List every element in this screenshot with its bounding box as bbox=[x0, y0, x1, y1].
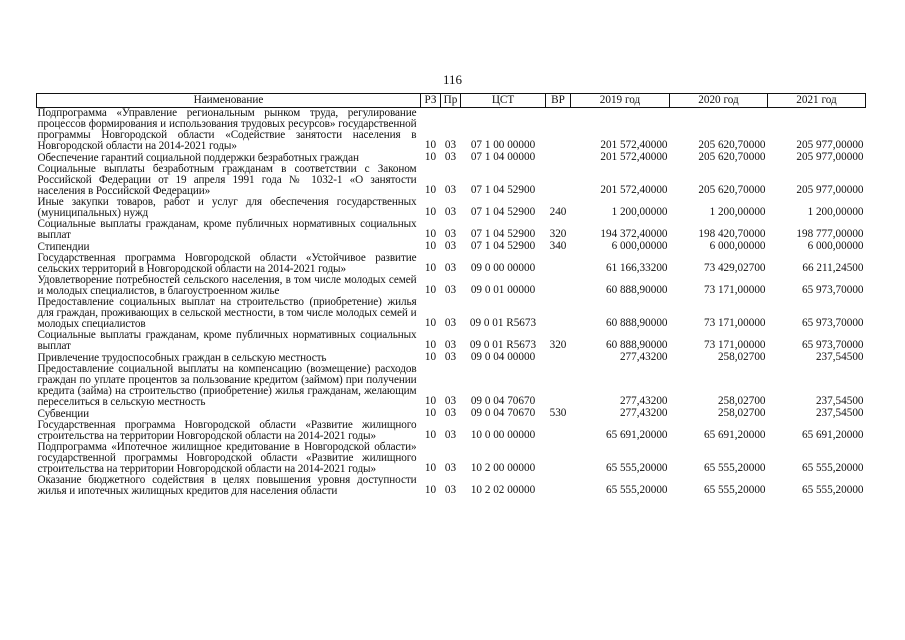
header-cst: ЦСТ bbox=[461, 94, 546, 108]
row-pr: 03 bbox=[444, 284, 457, 296]
table-row bbox=[37, 108, 866, 153]
row-rz: 10 bbox=[424, 339, 437, 351]
row-vr bbox=[546, 442, 571, 475]
row-2019: 65 555,20000 bbox=[605, 462, 668, 474]
row-cst: 10 2 02 00000 bbox=[470, 484, 536, 496]
header-pr: Пр bbox=[441, 94, 461, 108]
row-2019: 6 000,00000 bbox=[611, 240, 668, 252]
row-2020: 258,02700 bbox=[717, 351, 766, 363]
row-2019: 60 888,90000 bbox=[605, 317, 668, 329]
row-rz: 10 bbox=[424, 407, 437, 419]
row-name: Подпрограмма «Ипотечное жилищное кредитование в Новгородской области» государственной программы Новгородской области «Развитие жилищного строительства на территории Новгородской области на 2014-2021 годы» bbox=[37, 441, 417, 475]
row-2020: 65 691,20000 bbox=[703, 429, 766, 441]
row-rz: 10 bbox=[424, 151, 437, 163]
row-vr: 320 bbox=[549, 339, 567, 351]
row-vr: 340 bbox=[549, 240, 567, 252]
row-2019: 277,43200 bbox=[619, 351, 668, 363]
row-2020: 73 171,00000 bbox=[703, 317, 766, 329]
row-2021: 65 555,20000 bbox=[801, 462, 864, 474]
table-row bbox=[37, 275, 866, 297]
row-cst: 07 1 04 52900 bbox=[470, 240, 536, 252]
row-name: Предоставление социальных выплат на строительство (приобретение) жилья для граждан, проживающих в сельской местности, в том числе молодых семей и молодых специалистов bbox=[37, 296, 417, 330]
row-rz: 10 bbox=[424, 351, 437, 363]
header-name: Наименование bbox=[37, 94, 421, 108]
row-cst: 09 0 01 00000 bbox=[470, 284, 536, 296]
row-vr bbox=[546, 352, 571, 364]
table-row bbox=[37, 420, 866, 442]
table-row bbox=[37, 197, 866, 219]
row-rz: 10 bbox=[424, 184, 437, 196]
row-vr bbox=[546, 108, 571, 153]
row-2021: 237,54500 bbox=[815, 351, 864, 363]
row-pr: 03 bbox=[444, 462, 457, 474]
row-rz: 10 bbox=[424, 139, 437, 151]
row-rz: 10 bbox=[424, 462, 437, 474]
header-rz: РЗ bbox=[421, 94, 441, 108]
row-vr bbox=[546, 253, 571, 275]
row-pr: 03 bbox=[444, 240, 457, 252]
table-row bbox=[37, 164, 866, 197]
row-2019: 201 572,40000 bbox=[600, 184, 668, 196]
row-rz: 10 bbox=[424, 206, 437, 218]
row-cst: 09 0 04 00000 bbox=[470, 351, 536, 363]
row-pr: 03 bbox=[444, 262, 457, 274]
budget-table bbox=[36, 93, 866, 497]
row-2019: 201 572,40000 bbox=[600, 139, 668, 151]
row-name: Удовлетворение потребностей сельского населения, в том числе молодых семей и молодых специалистов, в благоустроенном жилье bbox=[37, 274, 417, 297]
row-pr: 03 bbox=[444, 395, 457, 407]
row-2021: 6 000,00000 bbox=[807, 240, 864, 252]
row-rz: 10 bbox=[424, 484, 437, 496]
table-row bbox=[37, 442, 866, 475]
row-2021: 65 973,70000 bbox=[801, 339, 864, 351]
row-vr bbox=[546, 164, 571, 197]
row-2021: 205 977,00000 bbox=[796, 139, 864, 151]
row-2019: 277,43200 bbox=[619, 407, 668, 419]
row-2020: 205 620,70000 bbox=[698, 139, 766, 151]
row-2020: 73 429,02700 bbox=[703, 262, 766, 274]
row-2020: 73 171,00000 bbox=[703, 284, 766, 296]
table-row bbox=[37, 330, 866, 352]
row-rz: 10 bbox=[424, 429, 437, 441]
row-name: Субвенции bbox=[37, 408, 90, 420]
row-name: Государственная программа Новгородской области «Устойчивое развитие сельских территорий в Новгородской области на 2014-2021 годы» bbox=[37, 252, 417, 275]
row-2021: 198 777,00000 bbox=[796, 228, 864, 240]
row-rz: 10 bbox=[424, 284, 437, 296]
row-cst: 10 2 00 00000 bbox=[470, 462, 536, 474]
row-name: Привлечение трудоспособных граждан в сельскую местность bbox=[37, 352, 327, 364]
row-name: Стипендии bbox=[37, 241, 90, 253]
row-2020: 205 620,70000 bbox=[698, 151, 766, 163]
row-2021: 65 973,70000 bbox=[801, 317, 864, 329]
row-name: Социальные выплаты безработным гражданам в соответствии с Законом Российской Федерации от 19 апреля 1991 года № 1032-1 «О занятости населения в Российской Федерации» bbox=[37, 163, 417, 197]
row-2020: 198 420,70000 bbox=[698, 228, 766, 240]
row-pr: 03 bbox=[444, 151, 457, 163]
row-vr: 320 bbox=[549, 228, 567, 240]
table-body bbox=[37, 108, 866, 498]
row-cst: 10 0 00 00000 bbox=[470, 429, 536, 441]
row-2021: 65 555,20000 bbox=[801, 484, 864, 496]
row-name: Социальные выплаты гражданам, кроме публичных нормативных социальных выплат bbox=[37, 329, 417, 352]
row-name: Предоставление социальной выплаты на компенсацию (возмещение) расходов граждан по уплате процентов за пользование кредитом (займом) при получении кредита (займа) на строительство (приобретение) жилья гражданам, желающим переселиться в сельскую местность bbox=[37, 363, 417, 408]
row-vr: 240 bbox=[549, 206, 567, 218]
header-vr: ВР bbox=[546, 94, 571, 108]
header-2019: 2019 год bbox=[571, 94, 670, 108]
row-2021: 237,54500 bbox=[815, 395, 864, 407]
row-2019: 60 888,90000 bbox=[605, 284, 668, 296]
table-row bbox=[37, 475, 866, 497]
row-cst: 09 0 04 70670 bbox=[470, 395, 536, 407]
row-2020: 65 555,20000 bbox=[703, 462, 766, 474]
row-vr bbox=[546, 475, 571, 497]
row-name: Подпрограмма «Управление региональным рынком труда, регулирование процессов формирования и использования трудовых ресурсов» государственной программы Новгородской области «Содействие занятости населения в Новгородской области на 2014-2021 годы» bbox=[37, 107, 417, 152]
row-pr: 03 bbox=[444, 228, 457, 240]
row-vr bbox=[546, 152, 571, 164]
header-2021: 2021 год bbox=[768, 94, 866, 108]
row-rz: 10 bbox=[424, 262, 437, 274]
row-pr: 03 bbox=[444, 317, 457, 329]
row-name: Оказание бюджетного содействия в целях повышения уровня доступности жилья и ипотечных жилищных кредитов для населения области bbox=[37, 474, 417, 497]
row-vr bbox=[546, 420, 571, 442]
table-row bbox=[37, 253, 866, 275]
row-cst: 09 0 01 R5673 bbox=[469, 317, 537, 329]
row-pr: 03 bbox=[444, 184, 457, 196]
row-pr: 03 bbox=[444, 429, 457, 441]
row-2019: 60 888,90000 bbox=[605, 339, 668, 351]
row-2019: 1 200,00000 bbox=[611, 206, 668, 218]
row-name: Обеспечение гарантий социальной поддержки безработных граждан bbox=[37, 152, 359, 164]
row-2020: 6 000,00000 bbox=[709, 240, 766, 252]
row-2020: 205 620,70000 bbox=[698, 184, 766, 196]
row-pr: 03 bbox=[444, 139, 457, 151]
row-2020: 1 200,00000 bbox=[709, 206, 766, 218]
table-row bbox=[37, 219, 866, 241]
row-2020: 73 171,00000 bbox=[703, 339, 766, 351]
row-2020: 65 555,20000 bbox=[703, 484, 766, 496]
row-rz: 10 bbox=[424, 240, 437, 252]
row-pr: 03 bbox=[444, 484, 457, 496]
row-2020: 258,02700 bbox=[717, 395, 766, 407]
row-cst: 09 0 04 70670 bbox=[470, 407, 536, 419]
row-2019: 201 572,40000 bbox=[600, 151, 668, 163]
row-2021: 205 977,00000 bbox=[796, 184, 864, 196]
row-vr bbox=[546, 275, 571, 297]
row-2019: 61 166,33200 bbox=[605, 262, 668, 274]
table-header-row bbox=[37, 94, 866, 108]
row-rz: 10 bbox=[424, 317, 437, 329]
row-2019: 65 555,20000 bbox=[605, 484, 668, 496]
row-2019: 65 691,20000 bbox=[605, 429, 668, 441]
row-rz: 10 bbox=[424, 228, 437, 240]
row-name: Иные закупки товаров, работ и услуг для обеспечения государственных (муниципальных) нужд bbox=[37, 196, 417, 219]
row-cst: 09 0 01 R5673 bbox=[469, 339, 537, 351]
row-2021: 205 977,00000 bbox=[796, 151, 864, 163]
row-2019: 277,43200 bbox=[619, 395, 668, 407]
row-cst: 07 1 04 00000 bbox=[470, 151, 536, 163]
row-cst: 07 1 04 52900 bbox=[470, 206, 536, 218]
row-2021: 237,54500 bbox=[815, 407, 864, 419]
row-cst: 07 1 04 52900 bbox=[470, 228, 536, 240]
row-name: Государственная программа Новгородской области «Развитие жилищного строительства на территории Новгородской области на 2014-2021 годы» bbox=[37, 419, 417, 442]
row-cst: 09 0 00 00000 bbox=[470, 262, 536, 274]
row-pr: 03 bbox=[444, 339, 457, 351]
row-rz: 10 bbox=[424, 395, 437, 407]
row-2021: 65 973,70000 bbox=[801, 284, 864, 296]
table-row bbox=[37, 297, 866, 330]
row-2021: 1 200,00000 bbox=[807, 206, 864, 218]
row-vr bbox=[546, 364, 571, 408]
row-name: Социальные выплаты гражданам, кроме публичных нормативных социальных выплат bbox=[37, 218, 417, 241]
row-pr: 03 bbox=[444, 351, 457, 363]
row-pr: 03 bbox=[444, 407, 457, 419]
row-2021: 65 691,20000 bbox=[801, 429, 864, 441]
row-vr: 530 bbox=[549, 407, 567, 419]
row-cst: 07 1 00 00000 bbox=[470, 139, 536, 151]
row-cst: 07 1 04 52900 bbox=[470, 184, 536, 196]
row-2019: 194 372,40000 bbox=[600, 228, 668, 240]
row-vr bbox=[546, 297, 571, 330]
header-2020: 2020 год bbox=[670, 94, 768, 108]
page-number: 116 bbox=[442, 72, 463, 87]
row-2021: 66 211,24500 bbox=[802, 262, 864, 274]
row-2020: 258,02700 bbox=[717, 407, 766, 419]
table-row bbox=[37, 364, 866, 408]
row-pr: 03 bbox=[444, 206, 457, 218]
